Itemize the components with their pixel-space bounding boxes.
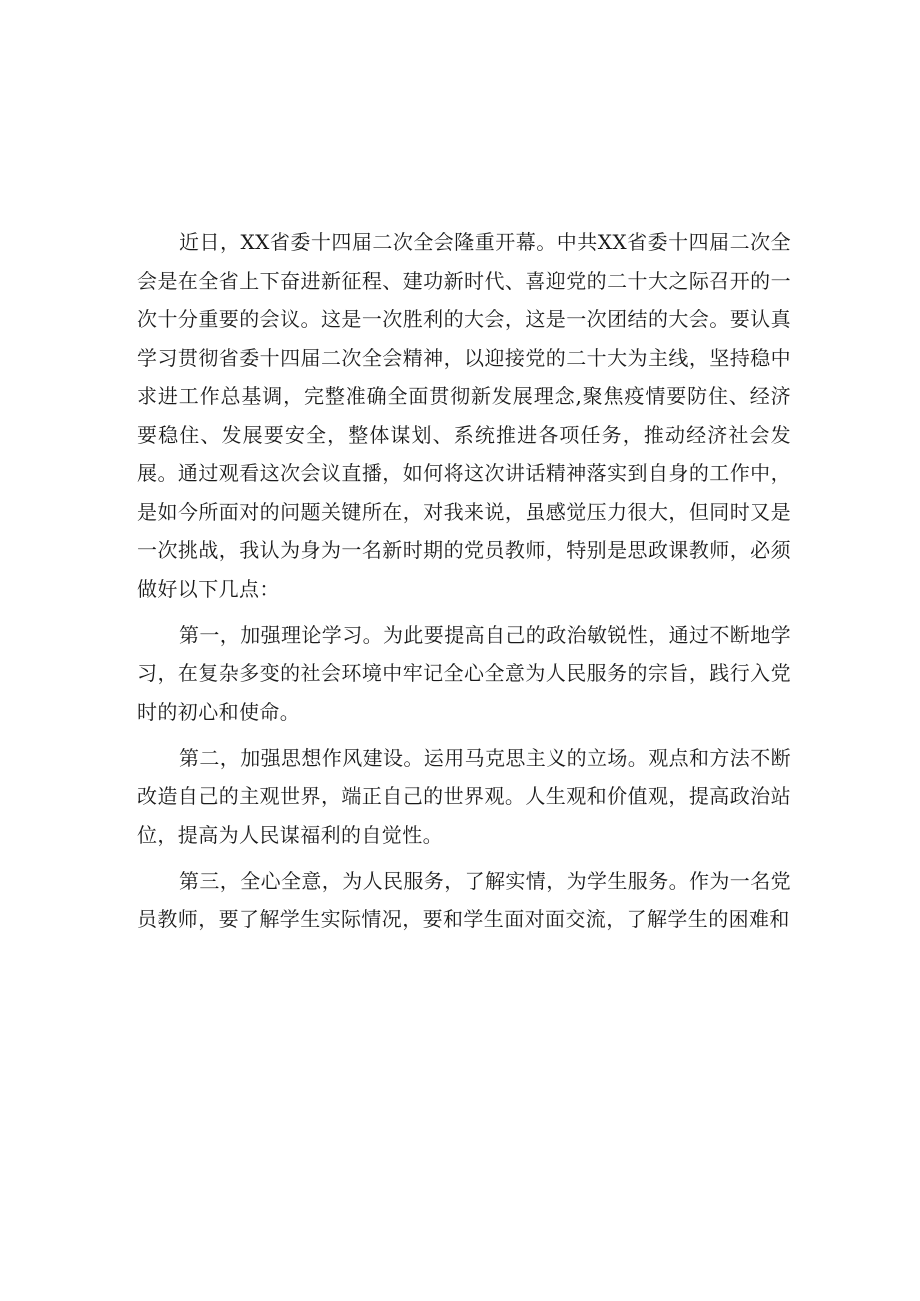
paragraph-point-one: 第一，加强理论学习。为此要提高自己的政治敏锐性，通过不断地学习，在复杂多变的社会环境中牢记全心全意为人民服务的宗旨，践行入党时的初心和使命。 [137, 622, 791, 724]
paragraph-point-three: 第三，全心全意，为人民服务，了解实情，为学生服务。作为一名党员教师，要了解学生实际情况，要和学生面对面交流，了解学生的困难和 [137, 868, 791, 931]
document-body [137, 223, 791, 946]
paragraph-intro: 近日，XX省委十四届二次全会隆重开幕。中共XX省委十四届二次全会是在全省上下奋进新征程、建功新时代、喜迎党的二十大之际召开的一次十分重要的会议。这是一次胜利的大会，这是一次团结的大会。要认真学习贯彻省委十四届二次全会精神，以迎接党的二十大为主线，坚持稳中求进工作总基调，完整准确全面贯彻新发展理念,聚焦疫情要防住、经济要稳住、发展要安全，整体谋划、系统推进各项任务，推动经济社会发展。通过观看这次会议直播，如何将这次讲话精神落实到自身的工作中，是如今所面对的问题关键所在，对我来说，虽感觉压力很大，但同时又是一次挑战，我认为身为一名新时期的党员教师，特别是思政课教师，必须做好以下几点： [137, 230, 791, 601]
paragraph-point-two: 第二，加强思想作风建设。运用马克思主义的立场。观点和方法不断改造自己的主观世界，端正自己的世界观。人生观和价值观，提高政治站位，提高为人民谋福利的自觉性。 [137, 745, 791, 847]
